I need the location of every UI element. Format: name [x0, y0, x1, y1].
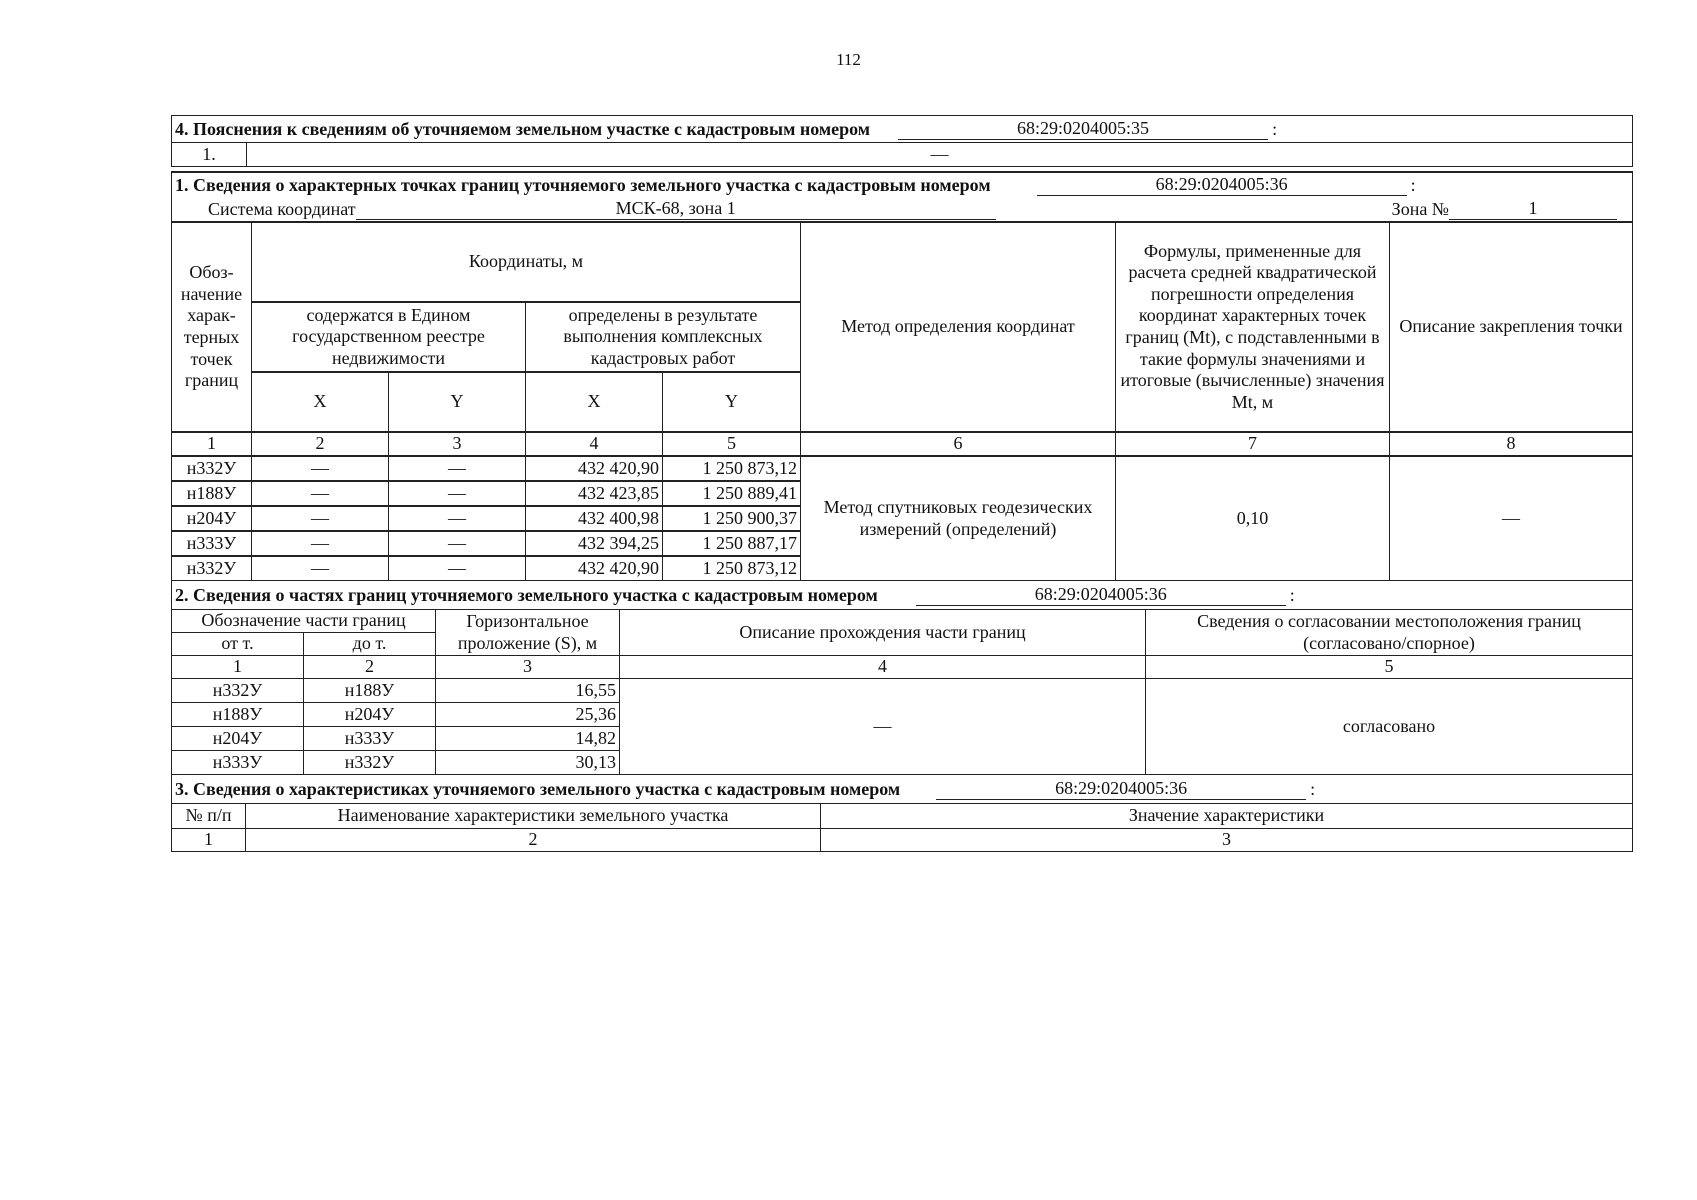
- section3-table: [171, 775, 1633, 852]
- header-coords: Координаты, м: [252, 222, 801, 302]
- header-formula: Формулы, примененные для расчета средней квадратической погрешности определения координат характерных точек границ (Mt), с подставленными в такие формулы значениями и итоговые (вычисленные) значения Mt, м: [1116, 222, 1390, 432]
- method-cell: Метод спутниковых геодезических измерений (определений): [801, 456, 1116, 581]
- col-number: 3: [436, 656, 620, 679]
- x2-cell: 432 420,90: [526, 456, 663, 481]
- col-number: 3: [821, 829, 1633, 852]
- y2-cell: 1 250 873,12: [663, 456, 801, 481]
- coord-system-value: МСК-68, зона 1: [356, 198, 996, 221]
- zone-value: 1: [1449, 198, 1617, 221]
- length-cell: 25,36: [436, 703, 620, 727]
- header-method: Метод определения координат: [801, 222, 1116, 432]
- length-cell: 14,82: [436, 727, 620, 751]
- header-num: № п/п: [172, 804, 246, 829]
- col-number: 1: [172, 432, 252, 456]
- page-number: 112: [836, 50, 861, 69]
- col-number: 2: [252, 432, 389, 456]
- y1-cell: —: [389, 556, 526, 581]
- x2-cell: 432 420,90: [526, 556, 663, 581]
- col-number: 4: [526, 432, 663, 456]
- header-fixation: Описание закрепления точки: [1390, 222, 1633, 432]
- x2-cell: 432 400,98: [526, 506, 663, 531]
- col-number: 3: [389, 432, 526, 456]
- header-egrn: содержатся в Едином государственном реестре недвижимости: [252, 302, 526, 372]
- x2-cell: 432 423,85: [526, 481, 663, 506]
- agreement-cell: согласовано: [1146, 679, 1633, 775]
- header-from: от т.: [172, 633, 304, 656]
- from-cell: н188У: [172, 703, 304, 727]
- header-x1: X: [252, 372, 389, 432]
- section4-row-num: 1.: [172, 143, 247, 167]
- col-number: 8: [1390, 432, 1633, 456]
- section2-cadastral: 68:29:0204005:36: [916, 584, 1286, 607]
- header-description: Описание прохождения части границ: [620, 610, 1146, 656]
- y1-cell: —: [389, 531, 526, 556]
- y2-cell: 1 250 900,37: [663, 506, 801, 531]
- table-row: [172, 679, 1633, 703]
- mt-cell: 0,10: [1116, 456, 1390, 581]
- header-x2: X: [526, 372, 663, 432]
- to-cell: н188У: [304, 679, 436, 703]
- document-body: [171, 115, 1633, 852]
- section3-colon: :: [1310, 778, 1316, 799]
- header-kkr: определены в результате выполнения комплексных кадастровых работ: [526, 302, 801, 372]
- point-cell: н332У: [172, 456, 252, 481]
- section3-title: 3. Сведения о характеристиках уточняемого земельного участка с кадастровым номером: [175, 778, 901, 799]
- header-y2: Y: [663, 372, 801, 432]
- col-number: 4: [620, 656, 1146, 679]
- header-to: до т.: [304, 633, 436, 656]
- y1-cell: —: [389, 481, 526, 506]
- section3-cadastral: 68:29:0204005:36: [936, 778, 1306, 801]
- col-number: 1: [172, 656, 304, 679]
- y2-cell: 1 250 873,12: [663, 556, 801, 581]
- to-cell: н332У: [304, 751, 436, 775]
- x1-cell: —: [252, 556, 389, 581]
- zone-label: Зона №: [1391, 198, 1449, 219]
- section4-row-text: —: [247, 143, 1633, 167]
- col-number: 2: [246, 829, 821, 852]
- point-cell: н332У: [172, 556, 252, 581]
- from-cell: н332У: [172, 679, 304, 703]
- length-cell: 16,55: [436, 679, 620, 703]
- x1-cell: —: [252, 506, 389, 531]
- section2-title: 2. Сведения о частях границ уточняемого земельного участка с кадастровым номером: [175, 584, 878, 605]
- point-cell: н204У: [172, 506, 252, 531]
- section4-table: [171, 115, 1633, 167]
- header-name: Наименование характеристики земельного участка: [246, 804, 821, 829]
- section4-cadastral: 68:29:0204005:35: [898, 118, 1268, 141]
- header-y1: Y: [389, 372, 526, 432]
- col-number: 6: [801, 432, 1116, 456]
- x1-cell: —: [252, 531, 389, 556]
- table-row: [172, 456, 1633, 481]
- y2-cell: 1 250 887,17: [663, 531, 801, 556]
- section2-colon: :: [1289, 584, 1295, 605]
- col-number: 5: [1146, 656, 1633, 679]
- y1-cell: —: [389, 456, 526, 481]
- x1-cell: —: [252, 456, 389, 481]
- header-agreement: Сведения о согласовании местоположения границ (согласовано/спорное): [1146, 610, 1633, 656]
- y1-cell: —: [389, 506, 526, 531]
- col-number: 5: [663, 432, 801, 456]
- point-cell: н333У: [172, 531, 252, 556]
- section2-table: [171, 581, 1633, 775]
- from-cell: н333У: [172, 751, 304, 775]
- header-point: Обоз- начение харак- терных точек границ: [172, 222, 252, 432]
- col-number: 1: [172, 829, 246, 852]
- x1-cell: —: [252, 481, 389, 506]
- coord-system-label: Система координат: [208, 198, 356, 219]
- point-cell: н188У: [172, 481, 252, 506]
- header-value: Значение характеристики: [821, 804, 1633, 829]
- section4-colon: :: [1272, 118, 1278, 139]
- section1-title: 1. Сведения о характерных точках границ уточняемого земельного участка с кадастровым номером: [175, 174, 991, 195]
- to-cell: н333У: [304, 727, 436, 751]
- x2-cell: 432 394,25: [526, 531, 663, 556]
- fixation-cell: —: [1390, 456, 1633, 581]
- section4-title: 4. Пояснения к сведениям об уточняемом земельном участке с кадастровым номером: [175, 118, 871, 139]
- from-cell: н204У: [172, 727, 304, 751]
- to-cell: н204У: [304, 703, 436, 727]
- section1-colon: :: [1410, 174, 1416, 195]
- col-number: 7: [1116, 432, 1390, 456]
- section1-table: [171, 171, 1633, 581]
- description-cell: —: [620, 679, 1146, 775]
- header-length: Горизонтальное проложение (S), м: [436, 610, 620, 656]
- col-number: 2: [304, 656, 436, 679]
- length-cell: 30,13: [436, 751, 620, 775]
- section1-cadastral: 68:29:0204005:36: [1037, 174, 1407, 197]
- y2-cell: 1 250 889,41: [663, 481, 801, 506]
- header-part: Обозначение части границ: [172, 610, 436, 633]
